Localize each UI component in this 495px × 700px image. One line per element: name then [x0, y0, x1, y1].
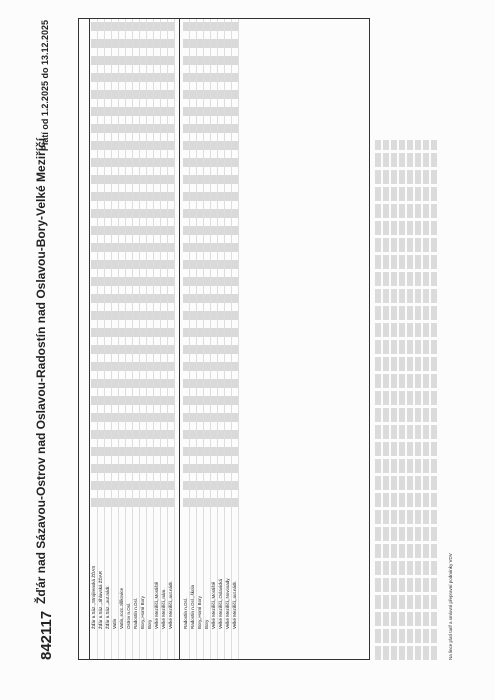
tariff-note: Na lince platí tarif a smluvní přepravní podmínky VDV — [448, 553, 453, 660]
times-cells — [211, 21, 217, 507]
stop-name: Velké Meziříčí,,aut.nádr. — [232, 580, 237, 629]
times-cells — [232, 21, 238, 507]
stop-name: Velké Meziříčí,,nám. — [161, 588, 166, 629]
stop-name: Vatín,,rozc.Jiříkovice — [119, 587, 124, 629]
line-number: 842117 — [38, 610, 55, 660]
table-row — [161, 19, 168, 659]
table-header-divider — [89, 19, 90, 659]
table-row — [197, 19, 204, 659]
times-cells — [154, 21, 160, 507]
table-row — [147, 19, 154, 659]
table-row — [105, 19, 112, 659]
table-row — [225, 19, 232, 659]
footnote-line — [407, 140, 413, 660]
table-row — [204, 19, 211, 659]
table-row — [211, 19, 218, 659]
stop-name: Vatín — [112, 618, 117, 629]
stop-name: Radostín n.Osl. — [133, 597, 138, 629]
stop-name: Žďár n.Sáz.,,Strojírenská ŽĎAS — [91, 565, 96, 629]
route-title: Žďár nad Sázavou-Ostrov nad Oslavou-Radostín nad Oslavou-Bory-Velké Meziříčí — [34, 137, 48, 604]
times-cells — [204, 21, 210, 507]
times-cells — [183, 21, 189, 507]
times-cells — [190, 21, 196, 507]
stop-name: Žďár n.Sáz.,,aut.nádr. — [105, 585, 110, 629]
rotated-timetable-sheet — [30, 20, 460, 660]
stop-name: Bory,,Horní Bory — [140, 596, 145, 629]
validity-period: Platí od 1.2.2025 do 13.12.2025 — [40, 20, 50, 152]
table-row — [126, 19, 133, 659]
stop-name: Bory — [204, 619, 209, 629]
stop-name: Bory — [147, 619, 152, 629]
table-row — [154, 19, 161, 659]
table-row — [218, 19, 225, 659]
footnote-line — [399, 140, 405, 660]
stop-name: Ostrov n.Osl. — [126, 602, 131, 629]
times-cells — [91, 21, 97, 507]
footnote-line — [431, 140, 437, 660]
times-cells — [218, 21, 224, 507]
times-cells — [147, 21, 153, 507]
times-cells — [98, 21, 104, 507]
times-cells — [112, 21, 118, 507]
table-row — [133, 19, 140, 659]
stop-name: Velké Meziříčí,,Mostiště — [154, 581, 159, 629]
stop-name: Žďár n.Sáz.,,Jihlavská ŽĎAR — [98, 570, 103, 629]
table-row — [98, 19, 105, 659]
times-cells — [197, 21, 203, 507]
footnote-line — [423, 140, 429, 660]
table-row — [112, 19, 119, 659]
table-row — [183, 19, 190, 659]
stop-name: Velké Meziříčí,,Oslavická — [218, 578, 223, 629]
stop-name: Bory,,Horní Bory — [197, 596, 202, 629]
table-row — [140, 19, 147, 659]
table-row — [168, 19, 175, 659]
table-row — [119, 19, 126, 659]
table-row — [91, 19, 98, 659]
footnote-line — [383, 140, 389, 660]
footnote-line — [375, 140, 381, 660]
times-cells — [126, 21, 132, 507]
times-cells — [225, 21, 231, 507]
table-row — [190, 19, 197, 659]
times-cells — [133, 21, 139, 507]
times-cells — [140, 21, 146, 507]
stop-name: Velké Meziříčí,,aut.nádr. — [168, 580, 173, 629]
footnote-line — [415, 140, 421, 660]
stop-name: Velké Meziříčí,,Mostiště — [211, 581, 216, 629]
stop-name: Velké Meziříčí,,Novosady — [225, 578, 230, 629]
stop-name: Radostín n.Osl. — [183, 597, 188, 629]
timetable-table — [78, 18, 370, 660]
times-cells — [105, 21, 111, 507]
footnote-line — [391, 140, 397, 660]
table-row — [232, 19, 239, 659]
times-cells — [119, 21, 125, 507]
footnotes-block — [375, 140, 439, 660]
section-divider — [179, 19, 180, 659]
stop-name: Radostín n.Osl.,,škola — [190, 584, 195, 629]
times-cells — [161, 21, 167, 507]
times-cells — [168, 21, 174, 507]
